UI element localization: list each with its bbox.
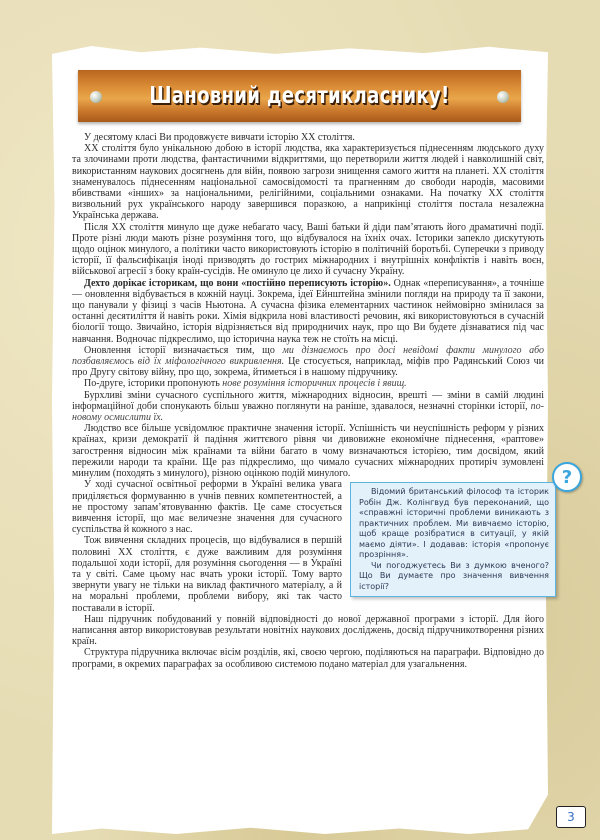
nail-icon xyxy=(497,91,509,103)
paragraph: У десятому класі Ви продовжуєте вивчати історію ХХ століття. xyxy=(84,132,355,143)
paragraph: ХХ століття було унікальною добою в історії людства, яка характеризується піднесенням людського духу та злочинами проти людства, фантастичними відкриттями, що перетворили життя людей і навколишній світ, використанням наукових досягнень для війн, появою загрози знищення самого життя на планеті. ХХ століття знаменувалось піднесенням національної самосвідомості та прагненням до свободи народів, масовими вбивствами «інших» за національними, релігійними, соціальними ознаками. На початку ХХ століття визвольний рух українського народу завершився поразкою, а наприкінці століття постала незалежна Українська держава. xyxy=(72,143,544,222)
paragraph: Після ХХ століття минуло ще дуже небагато часу, Ваші батьки й діди пам’ятають його драматичні події. Проте різні люди мають різне розуміння того, що відбувалося на їхніх очах. Історики запекло дискутують щодо оцінок минулого, а політики часто використовують історію в політичній боротьбі. Суперечки з приводу історії, її фальсифікація іноді призводять до гострих міжнародних і внутрішніх конфліктів і навіть воєн, військової агресії з боку країн-сусідів. Не оминуло це лихо й сучасну Україну. xyxy=(72,221,544,278)
question-sidebox xyxy=(350,482,556,597)
italic-emphasis: нове розуміння історичних процесів і явищ. xyxy=(222,378,407,390)
paragraph-text: По-друге, історики пропонують xyxy=(84,378,223,390)
title-banner xyxy=(78,70,521,122)
bold-statement: Дехто дорікає історикам, що вони «постійно переписують історію». xyxy=(84,277,391,289)
paragraph: Наш підручник побудований у повній відповідності до нової державної програми з історії. Для його написання автор використовував результати новітніх наукових досліджень, досвід підручникотворення різних країн. xyxy=(72,613,544,648)
sidebox-quote: Відомий британський філософ та історик Робін Дж. Колінгвуд був переконаний, що «справжні історичні проблеми виникають з практичних проблем. Ми вивчаємо історію, щоб краще розібратися в ситуації, у якій маємо діяти». І додавав: історія «пропонує прозріння». xyxy=(359,487,549,560)
italic-emphasis: ми дізнаємось про досі невідомі факти минулого або позбавляємось від їх міфологічного викривлення. xyxy=(72,344,544,368)
paragraph-text: Однак «переписування», а точніше — оновлення відбувається в кожній науці. Зокрема, ідеї Ейнштейна змінили погляди на природу та її закони, що панували у фізиці з часів Ньютона. А сучасна фізика елементарних частинок неймовірно змінилася за останні десятиліття й навіть роки. Хімія відкрила нові властивості речовин, які використовуються в сучасній біології тощо. Звичайно, історія відрізняється від природничих наук, про що Ви будете дізнаватися під час навчання. Водночас підкреслимо, що історична наука теж не стоїть на місці. xyxy=(72,277,544,345)
page-title: Шановний десятикласнику! xyxy=(149,83,450,109)
question-mark-icon: ? xyxy=(552,462,582,492)
paragraph-text: Оновлення історії визначається тим, що xyxy=(84,344,283,356)
paragraph xyxy=(72,390,544,424)
body-text xyxy=(72,132,573,670)
paragraph xyxy=(72,378,544,389)
paragraph-text: Бурхливі зміни сучасного суспільного життя, міжнародних відносин, врешті — зміни в самій людині інформаційної доби спонукають більш уважно поглянути на раніше, здавалося, незначні сторінки історії, xyxy=(72,389,544,412)
paragraph: Тож вивчення складних процесів, що відбувалися в першій половині ХХ століття, є дуже важливим для розуміння подальшої ходи історії, для розуміння сьогодення — в Україні та у світі. Саме цьому нас вчать уроки історії. Тому варто звернути увагу не тільки на виклад фактичного матеріалу, а й на моральні проблеми, проблеми вибору, які так часто поставали в історії. xyxy=(72,535,342,614)
sidebox-question: Чи погоджуєтесь Ви з думкою вченого? Що Ви думаєте про значення вивчення історії? xyxy=(359,560,549,591)
paragraph xyxy=(72,278,544,345)
paragraph-text: Це стосується, наприклад, міфів про Радянський Союз чи про Другу світову війну, про що, зокрема, йтиметься і в нашому підручнику. xyxy=(72,356,544,379)
paragraph xyxy=(72,345,544,379)
paragraph: У ході сучасної освітньої реформи в Україні велика увага приділяється формуванню в учнів певних компетентностей, а не простому запам’ятовуванню фактів. Це саме стосується вивчення історії, що має величезне значення для сучасного суспільства й кожного з нас. xyxy=(72,479,342,536)
question-sidebox-wrapper xyxy=(350,466,573,597)
page-number: 3 xyxy=(556,806,586,828)
paragraph: Структура підручника включає вісім розділів, які, своєю чергою, поділяються на параграфи. Відповідно до програми, в окремих параграфах за особливою системою подано матеріал для узагальнення. xyxy=(72,647,544,670)
nail-icon xyxy=(90,91,102,103)
italic-emphasis: по-новому осмислити їх. xyxy=(72,400,544,424)
paragraph: Людство все більше усвідомлює практичне значення історії. Успішність чи неуспішність реформ у різних країнах, кризи демократії й падіння життєвого рівня чи дивовижне економічне піднесення, «раптове» загострення відносин між країнами та війни багато в чому визначаються історією, тим досвідом, який пережили народи та країни. Ще раз підкреслимо, що чимало сучасних міжнародних протиріч зумовлені минулим (походять з минулого), різною оцінкою подій минулого. xyxy=(72,423,544,480)
